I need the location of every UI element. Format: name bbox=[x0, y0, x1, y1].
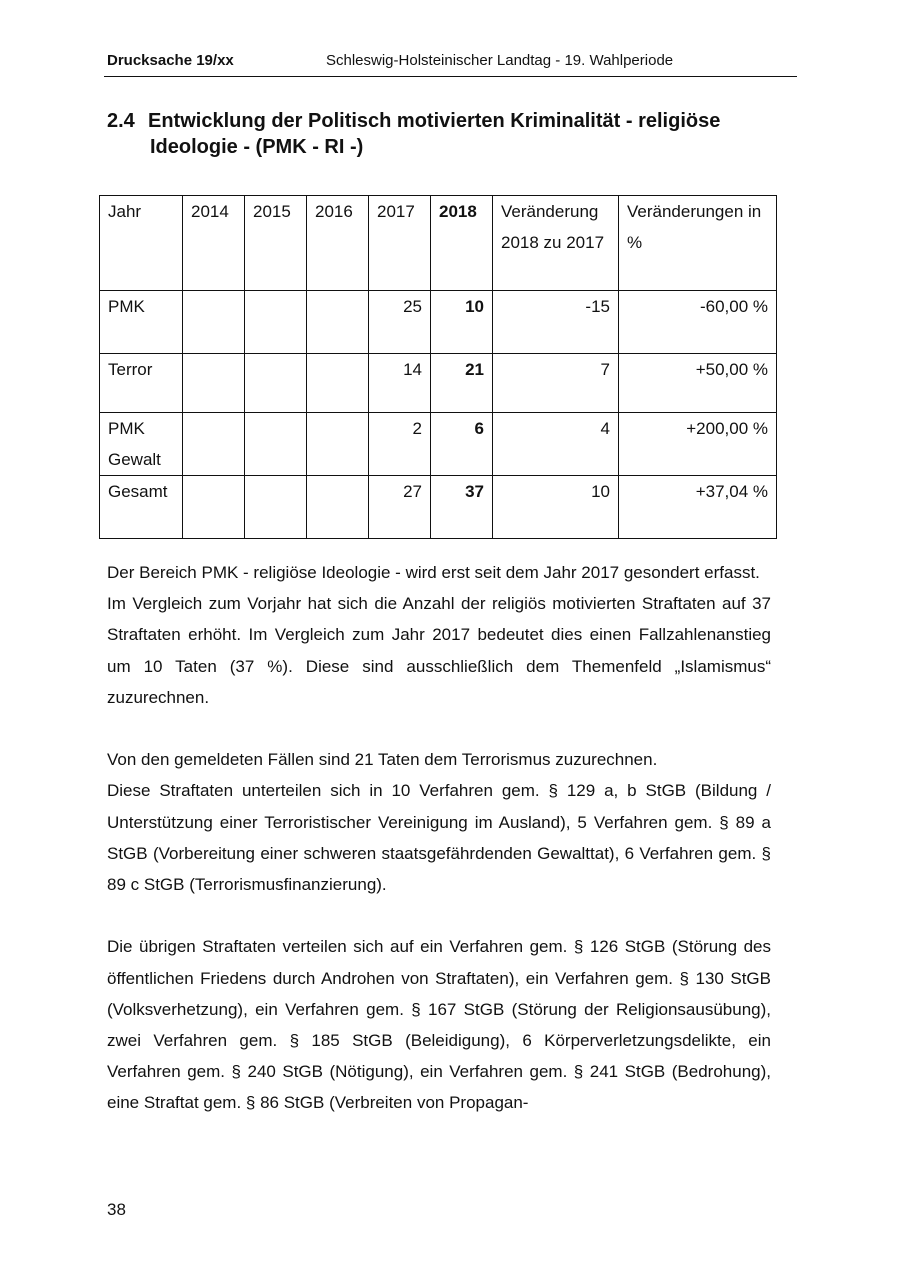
table-row bbox=[100, 354, 777, 413]
table-cell: 21 bbox=[431, 354, 493, 413]
column-header: Veränderung 2018 zu 2017 bbox=[493, 196, 619, 291]
table-cell bbox=[245, 413, 307, 476]
table-cell: 10 bbox=[493, 476, 619, 539]
parliament-title: Schleswig-Holsteinischer Landtag - 19. Wahlperiode bbox=[326, 52, 674, 69]
table-cell bbox=[183, 291, 245, 354]
paragraph: Von den gemeldeten Fällen sind 21 Taten dem Terrorismus zuzurechnen. bbox=[107, 750, 658, 770]
table-cell: 25 bbox=[369, 291, 431, 354]
section-title-line1: Entwicklung der Politisch motivierten Kriminalität - religiöse bbox=[148, 110, 721, 132]
table-cell: 27 bbox=[369, 476, 431, 539]
table-cell: 2 bbox=[369, 413, 431, 476]
row-label: PMK bbox=[100, 291, 183, 354]
table-cell bbox=[183, 476, 245, 539]
paragraph: Der Bereich PMK - religiöse Ideologie - wird erst seit dem Jahr 2017 gesondert erfasst. bbox=[107, 563, 760, 582]
table-cell: +200,00 % bbox=[619, 413, 777, 476]
table-row bbox=[100, 476, 777, 539]
column-header: 2018 bbox=[431, 196, 493, 291]
section-heading bbox=[107, 108, 771, 160]
table-header-row bbox=[100, 196, 777, 291]
document-number: Drucksache 19/xx bbox=[107, 52, 234, 69]
column-header: 2016 bbox=[307, 196, 369, 291]
section-title-line2: Ideologie - (PMK - RI -) bbox=[150, 136, 364, 158]
paragraph: Diese Straftaten unterteilen sich in 10 Verfahren gem. § 129 a, b StGB (Bildung / Unterstützung einer Terroristischer Vereinigung im Ausland), 5 Verfahren gem. § 89 a StGB (Vorbereitung einer schweren staatsgefährdenden Gewalttat), 6 Verfahren gem. § 89 c StGB (Terrorismusfinanzierung). bbox=[107, 781, 771, 895]
table-cell bbox=[307, 291, 369, 354]
table-cell bbox=[183, 354, 245, 413]
column-header: Veränderungen in % bbox=[619, 196, 777, 291]
section-number: 2.4 bbox=[107, 110, 135, 132]
table-cell bbox=[307, 413, 369, 476]
table-cell bbox=[245, 291, 307, 354]
header-divider bbox=[104, 76, 797, 77]
row-label: Gesamt bbox=[100, 476, 183, 539]
page-number: 38 bbox=[107, 1200, 126, 1219]
column-header: 2017 bbox=[369, 196, 431, 291]
table-cell: +37,04 % bbox=[619, 476, 777, 539]
table-cell: 37 bbox=[431, 476, 493, 539]
table-cell: -15 bbox=[493, 291, 619, 354]
table-cell: -60,00 % bbox=[619, 291, 777, 354]
column-header: 2014 bbox=[183, 196, 245, 291]
table-cell bbox=[245, 354, 307, 413]
table-cell: +50,00 % bbox=[619, 354, 777, 413]
row-label: Terror bbox=[100, 354, 183, 413]
table-cell bbox=[307, 476, 369, 539]
table-cell: 14 bbox=[369, 354, 431, 413]
table-cell: 10 bbox=[431, 291, 493, 354]
statistics-table bbox=[99, 195, 777, 539]
table-row bbox=[100, 291, 777, 354]
body-text bbox=[107, 557, 771, 1119]
table-cell: 7 bbox=[493, 354, 619, 413]
paragraph: Die übrigen Straftaten verteilen sich auf ein Verfahren gem. § 126 StGB (Störung des öffentlichen Friedens durch Androhen von Straftaten), ein Verfahren gem. § 130 StGB (Volksverhetzung), ein Verfahren gem. § 167 StGB (Störung der Religionsausübung), zwei Verfahren gem. § 185 StGB (Beleidigung), 6 Körperverletzungsdelikte, ein Verfahren gem. § 240 StGB (Nötigung), ein Verfahren gem. § 241 StGB (Bedrohung), eine Straftat gem. § 86 StGB (Verbreiten von Propagan- bbox=[107, 937, 771, 1113]
paragraph: Im Vergleich zum Vorjahr hat sich die Anzahl der religiös motivierten Straftaten auf 37 Straftaten erhöht. Im Vergleich zum Jahr 2017 bedeutet dies einen Fallzahlenanstieg um 10 Taten (37 %). Diese sind ausschließlich dem Themenfeld „Islamismus“ zuzurechnen. bbox=[107, 594, 771, 707]
table-cell: 6 bbox=[431, 413, 493, 476]
table-cell: 4 bbox=[493, 413, 619, 476]
table-cell bbox=[183, 413, 245, 476]
table-cell bbox=[307, 354, 369, 413]
table-row bbox=[100, 413, 777, 476]
column-header: 2015 bbox=[245, 196, 307, 291]
table-cell bbox=[245, 476, 307, 539]
row-label: PMK Gewalt bbox=[100, 413, 183, 476]
column-header: Jahr bbox=[100, 196, 183, 291]
